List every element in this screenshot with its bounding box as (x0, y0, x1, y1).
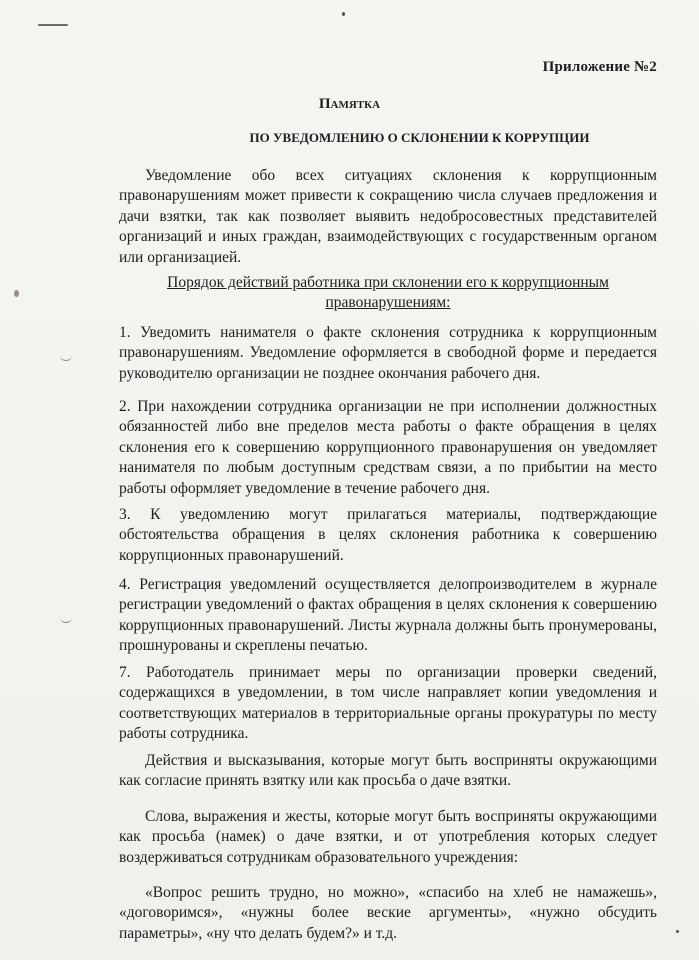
scan-speck (676, 930, 679, 933)
document-title: Памятка (318, 96, 381, 112)
examples-paragraph: «Вопрос решить трудно, но можно», «спасибо на хлеб не намажешь», «договоримся», «нужны более веские аргументы», «нужно обсудить параметры», «ну что делать будем?» и т.д. (119, 884, 657, 942)
punch-hole-mark (60, 350, 72, 361)
procedure-item-4: 4. Регистрация уведомлений осуществляется делопроизводителем в журнале регистрации уведомлений о фактах обращения в целях склонения к совершению коррупционных правонарушений. Листы журнала должны быть пронумерованы, прошнурованы и скреплены печатью. (119, 576, 657, 655)
intro-paragraph: Уведомление обо всех ситуациях склонения к коррупционным правонарушениям может привести к сокращению числа случаев предложения и дачи взятки, так как позволяет выявить недобросовестных представителей организаций и иных граждан, взаимодействующих с государственным органом или организацией. (119, 167, 657, 266)
actions-paragraph: Действия и высказывания, которые могут быть восприняты окружающими как согласие принять взятку или как просьба о даче взятки. (119, 752, 657, 790)
scan-speck (14, 290, 19, 297)
words-paragraph: Слова, выражения и жесты, которые могут быть восприняты окружающими как просьба (намек) о даче взятки, и от употребления которых следует воздерживаться сотрудникам образовательного учреждения: (119, 808, 657, 866)
scan-mark (38, 24, 68, 26)
procedure-heading: Порядок действий работника при склонении его к коррупционным правонарушениям: (167, 274, 609, 312)
document-subtitle: ПО УВЕДОМЛЕНИЮ О СКЛОНЕНИИ К КОРРУПЦИИ (249, 130, 590, 145)
procedure-item-2: 2. При нахождении сотрудника организации не при исполнении должностных обязанностей либо вне пределов места работы о факте обращения в целях склонения его к совершению коррупционного правонарушения он уведомляет нанимателя по любым доступным средствам связи, а по прибытии на место работы оформляет уведомление в течение рабочего дня. (119, 398, 657, 497)
scan-speck (342, 12, 345, 16)
procedure-item-1: 1. Уведомить нанимателя о факте склонения сотрудника к коррупционным правонарушениям. Уведомление оформляется в свободной форме и передается руководителю организации не позднее окончания рабочего дня. (119, 324, 657, 382)
appendix-label: Приложение №2 (542, 59, 657, 75)
punch-hole-mark (60, 612, 72, 623)
procedure-item-7: 7. Работодатель принимает меры по организации проверки сведений, содержащихся в уведомлении, в том числе направляет копии уведомления и соответствующих материалов в территориальные органы прокуратуры по месту работы сотрудника. (119, 664, 657, 743)
procedure-item-3: 3. К уведомлению могут прилагаться материалы, подтверждающие обстоятельства обращения в целях склонения работника к совершению коррупционных правонарушений. (119, 506, 657, 564)
